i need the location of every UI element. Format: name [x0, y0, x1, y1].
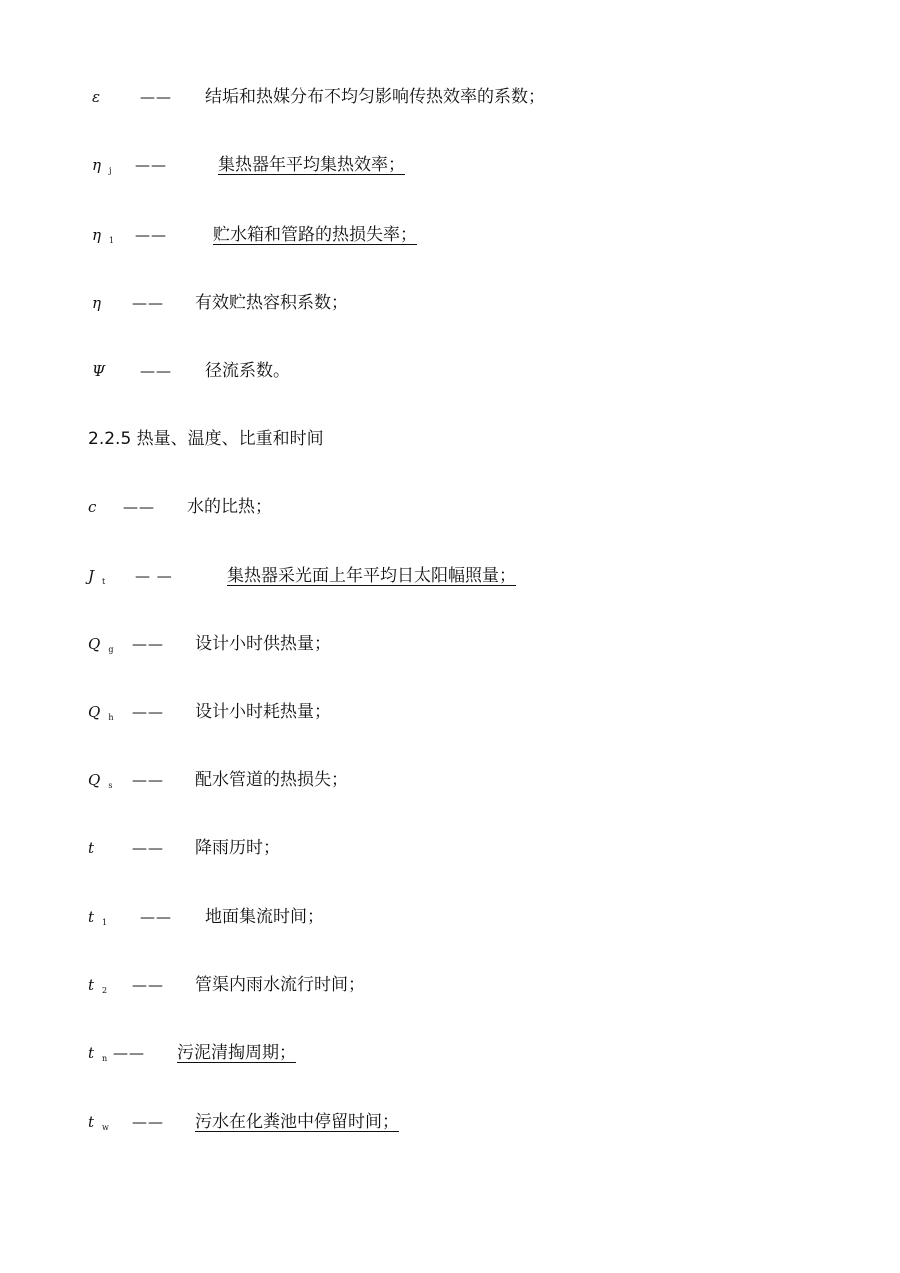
symbol-letter: Ψ	[92, 362, 106, 380]
symbol-subscript: 2	[102, 986, 108, 995]
symbol-subscript: s	[108, 781, 113, 790]
symbol-letter: t	[88, 839, 95, 857]
symbol-subscript: w	[102, 1123, 109, 1132]
symbol-description: 降雨历时；	[195, 838, 280, 858]
em-dash: ——	[132, 1113, 164, 1131]
symbol	[88, 902, 107, 938]
symbol-letter: t	[88, 976, 95, 994]
symbol-description: 集热器年平均集热效率；	[218, 155, 405, 175]
symbol-description: 径流系数。	[205, 361, 290, 381]
symbol-subscript: n	[102, 1054, 108, 1063]
symbol	[92, 288, 109, 324]
symbol-subscript: h	[108, 713, 114, 722]
symbol	[88, 1107, 109, 1143]
em-dash: ——	[132, 635, 164, 653]
symbol-letter: Q	[88, 771, 101, 789]
symbol-subscript: 1	[109, 236, 115, 245]
symbol-letter: η	[92, 294, 101, 312]
symbol	[92, 220, 114, 256]
em-dash: ——	[140, 362, 172, 380]
symbol-letter: η	[92, 226, 101, 244]
section-heading: 2.2.5 热量、温度、比重和时间	[88, 429, 324, 449]
symbol	[92, 356, 113, 392]
symbol-description: 贮水箱和管路的热损失率；	[213, 225, 417, 245]
em-dash: ——	[140, 88, 172, 106]
em-dash: ——	[135, 156, 167, 174]
symbol-subscript: j	[109, 166, 112, 175]
symbol-description: 设计小时供热量；	[195, 634, 331, 654]
symbol-letter: ε	[92, 88, 101, 106]
symbol	[88, 492, 104, 528]
em-dash: ——	[140, 908, 172, 926]
em-dash: ——	[135, 226, 167, 244]
em-dash: ——	[132, 771, 164, 789]
em-dash: — —	[135, 567, 173, 585]
symbol	[92, 150, 111, 186]
em-dash: ——	[132, 703, 164, 721]
symbol-letter: Q	[88, 703, 101, 721]
em-dash: ——	[132, 976, 164, 994]
em-dash: ——	[132, 839, 164, 857]
symbol-letter: t	[88, 1044, 95, 1062]
symbol-letter: J	[88, 567, 95, 585]
symbol-description: 配水管道的热损失；	[195, 770, 348, 790]
symbol-letter: Q	[88, 635, 101, 653]
symbol-subscript: g	[108, 645, 114, 654]
symbol-letter: t	[88, 1113, 95, 1131]
symbol-subscript: 1	[102, 918, 108, 927]
em-dash: ——	[132, 294, 164, 312]
symbol	[88, 970, 107, 1006]
symbol-description: 水的比热；	[187, 497, 272, 517]
symbol	[88, 697, 113, 733]
symbol-letter: c	[88, 498, 97, 516]
symbol-letter: η	[92, 156, 101, 174]
symbol	[88, 629, 113, 665]
symbol-description: 污泥清掏周期；	[177, 1043, 296, 1063]
symbol-description: 设计小时耗热量；	[195, 702, 331, 722]
em-dash: ——	[123, 498, 155, 516]
symbol	[92, 82, 108, 118]
symbol-description: 结垢和热媒分布不均匀影响传热效率的系数；	[205, 87, 545, 107]
symbol-description: 有效贮热容积系数；	[195, 293, 348, 313]
symbol	[88, 1038, 107, 1074]
symbol-letter: t	[88, 908, 95, 926]
em-dash: ——	[113, 1044, 145, 1062]
symbol-description: 集热器采光面上年平均日太阳幅照量；	[227, 566, 516, 586]
symbol	[88, 765, 112, 801]
symbol-description: 管渠内雨水流行时间；	[195, 975, 365, 995]
symbol-description: 污水在化粪池中停留时间；	[195, 1112, 399, 1132]
symbol-description: 地面集流时间；	[205, 907, 324, 927]
symbol-subscript: t	[102, 577, 106, 586]
symbol	[88, 561, 105, 597]
symbol	[88, 833, 102, 869]
